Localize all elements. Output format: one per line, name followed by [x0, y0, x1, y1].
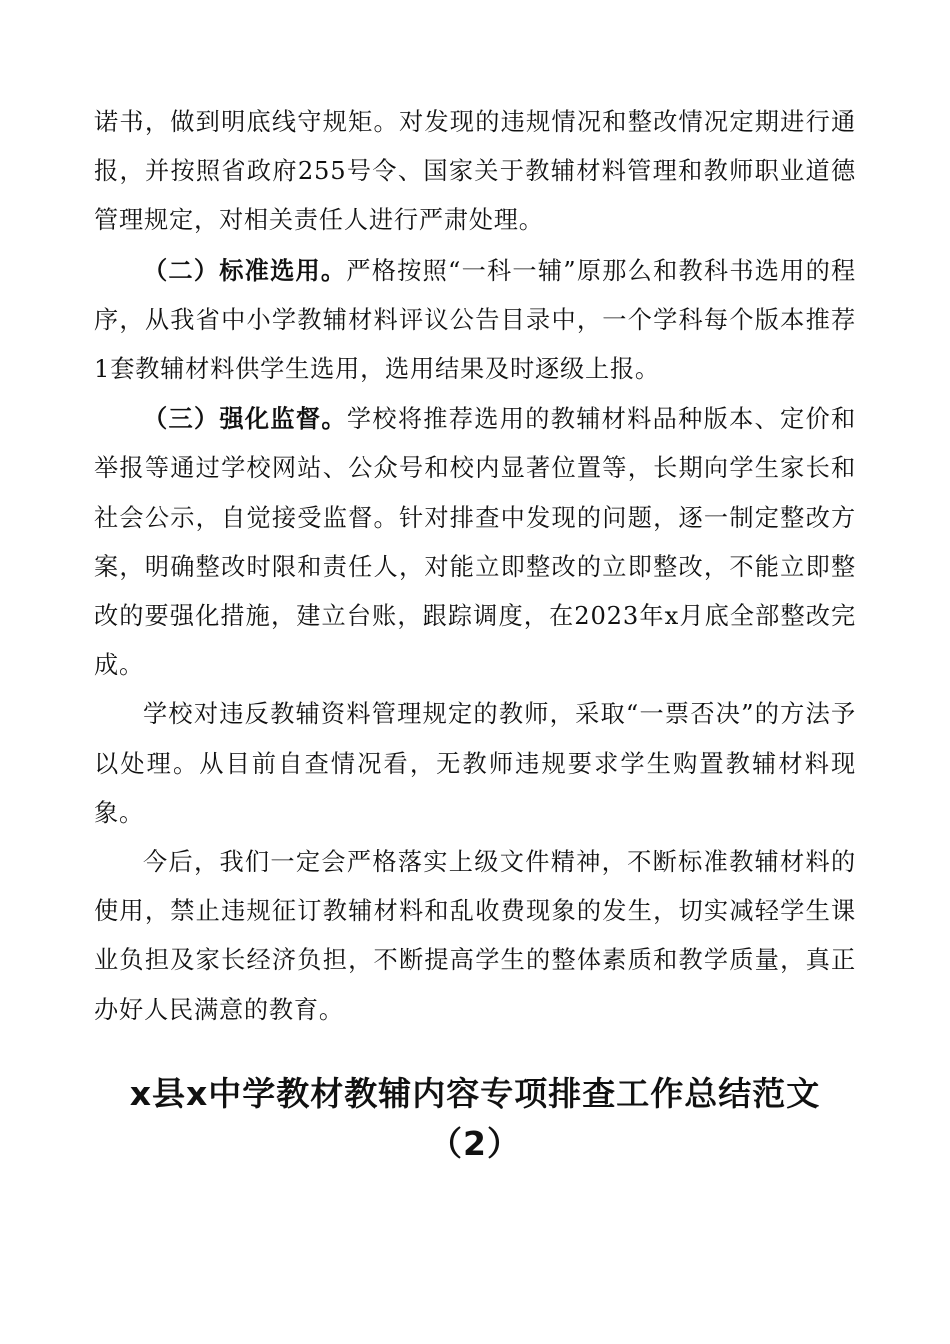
paragraph-text: 今后，我们一定会严格落实上级文件精神，不断标准教辅材料的使用，禁止违规征订教辅材料和乱收费现象的发生，切实减轻学生课业负担及家长经济负担，不断提高学生的整体素质和教学质量，真正办好人民满意的教育。 [94, 848, 856, 1024]
paragraph-text: 严格按照“一科一辅”原那么和教科书选用的程序，从我省中小学教辅材料评议公告目录中，一个学科每个版本推荐1套教辅材料供学生选用，选用结果及时逐级上报。 [94, 256, 856, 384]
title-line-2: （2） [429, 1123, 521, 1163]
paragraph-strengthen-supervision [94, 394, 856, 690]
paragraph-standard-selection [94, 246, 856, 395]
paragraph-text: 学校将推荐选用的教辅材料品种版本、定价和举报等通过学校网站、公众号和校内显著位置等，长期向学生家长和社会公示，自觉接受监督。针对排查中发现的问题，逐一制定整改方案，明确整改时限和责任人，对能立即整改的立即整改，不能立即整改的要强化措施，建立台账，跟踪调度，在2023年x月底全部整改完成。 [94, 405, 856, 680]
document-page [94, 98, 856, 1169]
paragraph-conclusion [94, 838, 856, 1035]
paragraph-text: 学校对违反教辅资料管理规定的教师，采取“一票否决”的方法予以处理。从目前自查情况看，无教师违规要求学生购置教辅材料现象。 [94, 700, 856, 827]
document-title [94, 1069, 856, 1169]
section-heading: （二）标准选用。 [143, 255, 347, 285]
section-heading: （三）强化监督。 [143, 404, 347, 434]
paragraph-one-vote-veto [94, 690, 856, 838]
title-line-1: x县x中学教材教辅内容专项排查工作总结范文 [129, 1073, 821, 1113]
paragraph-text: 诺书，做到明底线守规矩。对发现的违规情况和整改情况定期进行通报，并按照省政府255号令、国家关于教辅材料管理和教师职业道德管理规定，对相关责任人进行严肃处理。 [94, 108, 856, 235]
paragraph-continuation [94, 98, 856, 246]
